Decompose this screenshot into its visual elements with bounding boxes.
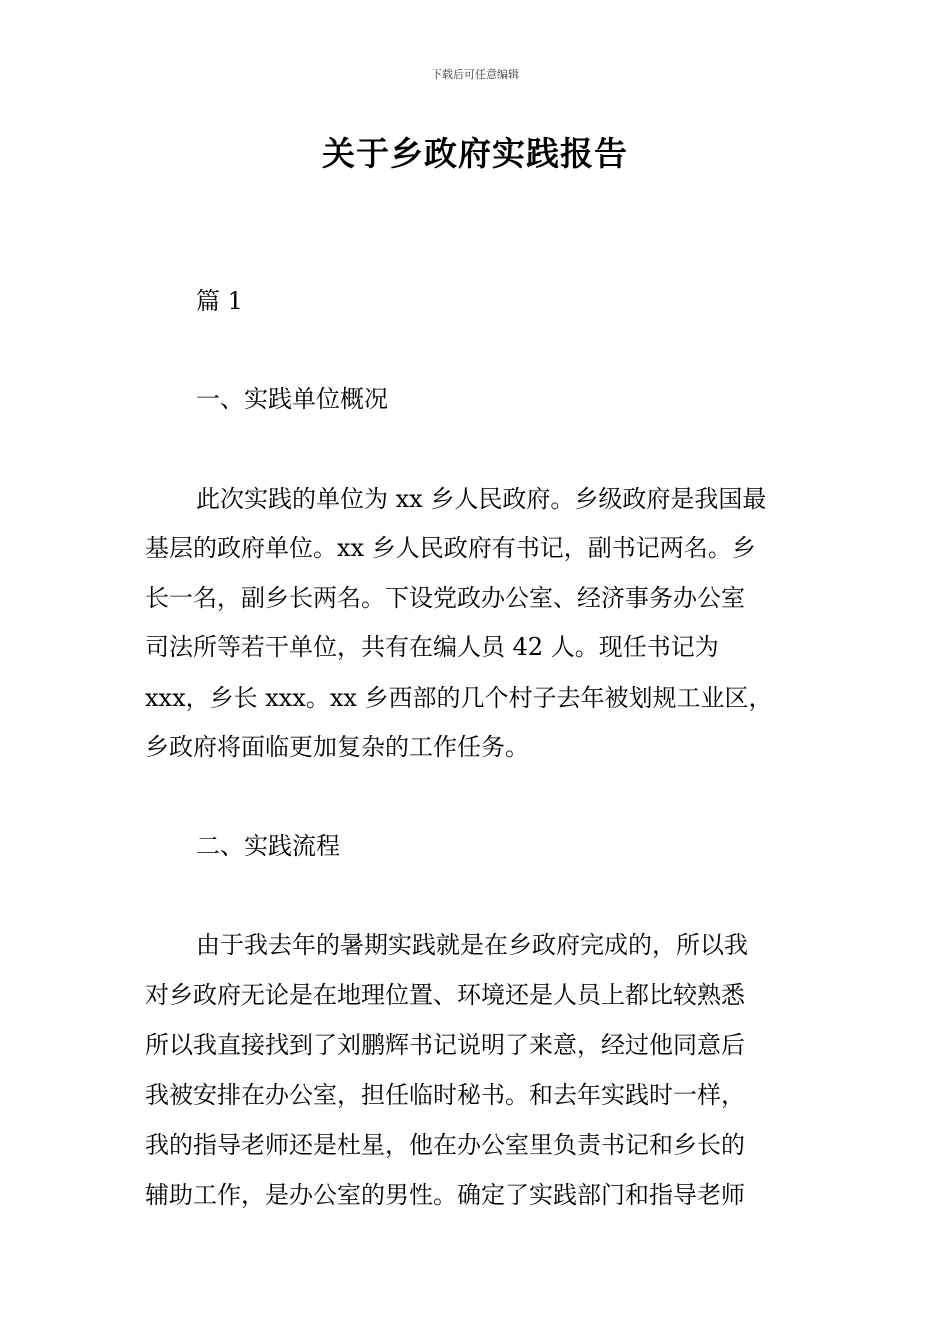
section-2-line: 由于我去年的暑期实践就是在乡政府完成的，所以我 [196,931,748,959]
section-1-line: xxx，乡长 xxx。xx 乡西部的几个村子去年被划规工业区， [145,684,773,712]
section-1-line: 乡政府将面临更加复杂的工作任务。 [145,733,529,761]
section-2-line: 我被安排在办公室，担任临时秘书。和去年实践时一样， [145,1081,745,1109]
header-note: 下载后可任意编辑 [431,68,519,81]
document-title: 关于乡政府实践报告 [322,134,628,173]
section-1-heading: 一、实践单位概况 [196,385,388,413]
section-2-line: 对乡政府无论是在地理位置、环境还是人员上都比较熟悉 [145,981,745,1009]
section-2-heading: 二、实践流程 [196,832,340,860]
section-1-line: 此次实践的单位为 xx 乡人民政府。乡级政府是我国最 [196,485,767,513]
chapter-label: 篇 1 [196,287,243,315]
section-2-line: 辅助工作，是办公室的男性。确定了实践部门和指导老师 [145,1181,745,1209]
section-1-line: 长一名，副乡长两名。下设党政办公室、经济事务办公室 [145,584,745,612]
section-1-line: 基层的政府单位。xx 乡人民政府有书记，副书记两名。乡 [145,534,756,562]
section-2-line: 我的指导老师还是杜星，他在办公室里负责书记和乡长的 [145,1131,745,1159]
section-2-line: 所以我直接找到了刘鹏辉书记说明了来意，经过他同意后 [145,1031,745,1059]
section-1-line: 司法所等若干单位，共有在编人员 42 人。现任书记为 [145,633,719,661]
